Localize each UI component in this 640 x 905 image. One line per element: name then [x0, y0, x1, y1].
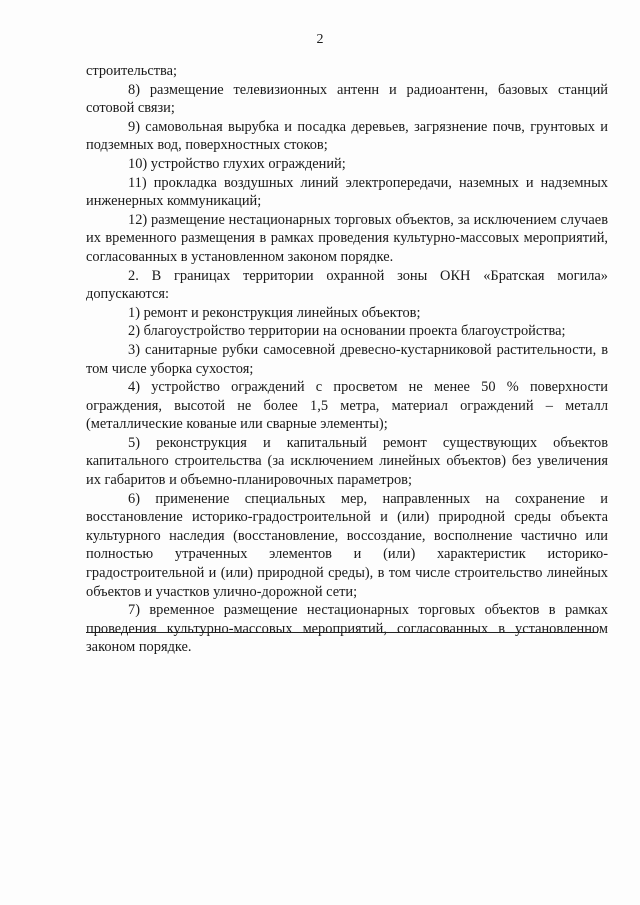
paragraph-allowed-2: 2) благоустройство территории на основании проекта благоустройства; [128, 323, 566, 340]
closing-divider-line [86, 632, 598, 633]
paragraph-continuation: строительства; [86, 63, 178, 79]
paragraph-item-12: 12) размещение нестационарных торговых объектов, за исключением случаев их временного размещения в рамках проведения культурно-массовых мероприятий, согласованных в установленном законом порядке. [86, 211, 608, 265]
document-body [86, 62, 608, 657]
paragraph-item-8: 8) размещение телевизионных антенн и радиоантенн, базовых станций сотовой связи; [86, 81, 608, 117]
paragraph-item-11: 11) прокладка воздушных линий электропередачи, наземных и надземных инженерных коммуникаций; [86, 174, 608, 210]
paragraph-allowed-5: 5) реконструкция и капитальный ремонт существующих объектов капитального строительства (за исключением линейных объектов) без увеличения их габаритов и объемно-планировочных параметров; [86, 434, 608, 489]
paragraph-section-2: 2. В границах территории охранной зоны ОКН «Братская могила» допускаются: [86, 267, 608, 303]
paragraph-allowed-6: 6) применение специальных мер, направленных на сохранение и восстановление историко-градостроительной и (или) природной среды объекта культурного наследия (восстановление, воссоздание, восполнение частично или полностью утраченных элементов и (или) характеристик историко-градостроительной и (или) природной среды), в том числе строительство линейных объектов и участков улично-дорожной сети; [86, 490, 608, 600]
paragraph-allowed-1: 1) ремонт и реконструкция линейных объектов; [128, 304, 421, 321]
paragraph-item-9: 9) самовольная вырубка и посадка деревьев, загрязнение почв, грунтовых и подземных вод, поверхностных стоков; [86, 118, 608, 154]
paragraph-item-10: 10) устройство глухих ограждений; [128, 155, 346, 172]
paragraph-allowed-7: 7) временное размещение нестационарных торговых объектов в рамках проведения культурно-массовых мероприятий, согласованных в установленном законом порядке. [86, 602, 608, 656]
page-number: 2 [316, 32, 324, 47]
paragraph-allowed-4: 4) устройство ограждений с просветом не менее 50 % поверхности ограждения, высотой не более 1,5 метра, материал ограждений – металл (металлические кованые или сварные элементы); [86, 379, 608, 433]
paragraph-allowed-3: 3) санитарные рубки самосевной древесно-кустарниковой растительности, в том числе уборка сухостоя; [86, 341, 608, 377]
